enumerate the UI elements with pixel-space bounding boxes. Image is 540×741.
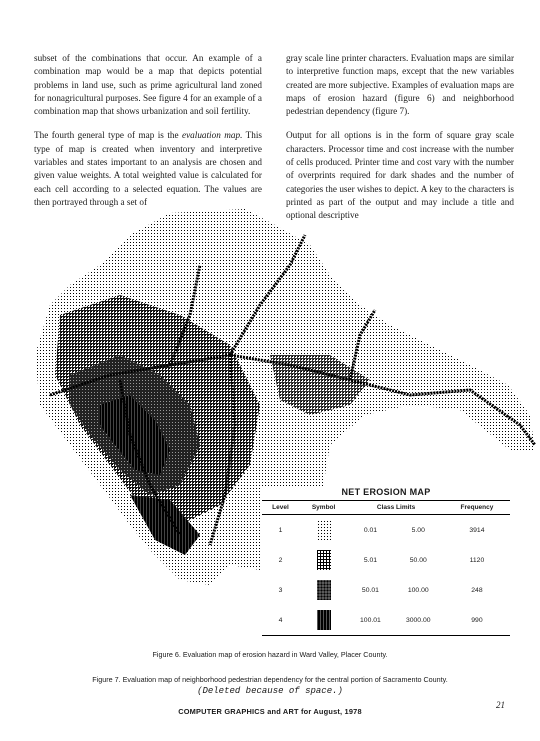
legend-class-high: 50.00 xyxy=(409,556,427,564)
figure-7-caption: Figure 7. Evaluation map of neighborhood pedestrian dependency for the central portion of Sacramento County. xyxy=(92,675,448,684)
legend-class-high: 100.00 xyxy=(407,586,429,594)
legend-class-low: 100.01 xyxy=(360,616,381,624)
legend-header-class-limits: Class Limits xyxy=(348,501,444,515)
legend-symbol-grid xyxy=(317,550,331,570)
legend-header-symbol: Symbol xyxy=(299,501,348,515)
legend-row xyxy=(262,575,510,605)
legend-frequency: 3914 xyxy=(469,526,485,534)
legend-symbol-light xyxy=(317,520,331,540)
left-paragraph-2-start: The fourth general type of map is the xyxy=(34,130,183,141)
legend-level: 2 xyxy=(278,556,283,564)
legend-header-level: Level xyxy=(262,501,299,515)
right-paragraph-2: Output for all options is in the form of square gray scale characters. Processor time and cost increase with the number of cells produced. Printer time and cost vary with the number of overprints required for dark shades and the number of categories the user wishes to depict. A key to the characters is printed as part of the output and may include a title and optional descriptive xyxy=(286,130,514,221)
legend-class-low: 50.01 xyxy=(361,586,379,594)
evaluation-map-term: evaluation map. xyxy=(182,130,243,141)
page-footer: COMPUTER GRAPHICS and ART for August, 1978 xyxy=(178,707,362,716)
erosion-map-figure xyxy=(30,205,540,645)
net-erosion-legend xyxy=(262,487,510,636)
left-paragraph-2 xyxy=(34,129,262,209)
legend-level: 1 xyxy=(278,526,283,534)
left-paragraph-2-end: This type of map is created when inventory and interpretive variables and states important to an analysis are chosen and given value weights. A total weighted value is calculated for each cell according to a selected equation. The values are then portrayed through a set of xyxy=(34,130,262,207)
legend-symbol-black xyxy=(317,610,331,630)
legend-class-low: 0.01 xyxy=(363,526,378,534)
legend-level: 4 xyxy=(278,616,283,624)
legend-frequency: 1120 xyxy=(469,556,485,564)
deleted-note: (Deleted because of space.) xyxy=(197,686,343,696)
legend-class-high: 5.00 xyxy=(411,526,425,534)
left-paragraph-1: subset of the combinations that occur. An example of a combination map would be a map that depicts potential problems in land use, such as prime agricultural land zoned for nonagricultural purposes. See figure 4 for an example of a combination map that shows urbanization and soil fertility. xyxy=(34,53,262,117)
left-column xyxy=(34,52,262,220)
legend-level: 3 xyxy=(278,586,283,594)
legend-row xyxy=(262,605,510,636)
page-number: 21 xyxy=(496,700,505,710)
legend-symbol-dark xyxy=(317,580,331,600)
legend-class-high: 3000.00 xyxy=(405,616,431,624)
legend-frequency: 248 xyxy=(471,586,483,594)
legend-table xyxy=(262,500,510,636)
legend-frequency: 990 xyxy=(471,616,483,624)
legend-header-frequency: Frequency xyxy=(444,501,510,515)
legend-row xyxy=(262,515,510,546)
right-paragraph-1: gray scale line printer characters. Evaluation maps are similar to interpretive function maps, except that the new variables created are more subjective. Examples of evaluation maps are maps of erosion hazard (figure 6) and neighborhood pedestrian dependency (figure 7). xyxy=(286,53,514,117)
legend-row xyxy=(262,545,510,575)
figure-6-caption: Figure 6. Evaluation map of erosion hazard in Ward Valley, Placer County. xyxy=(152,650,388,659)
legend-class-low: 5.01 xyxy=(363,556,378,564)
legend-title: NET EROSION MAP xyxy=(341,487,431,497)
